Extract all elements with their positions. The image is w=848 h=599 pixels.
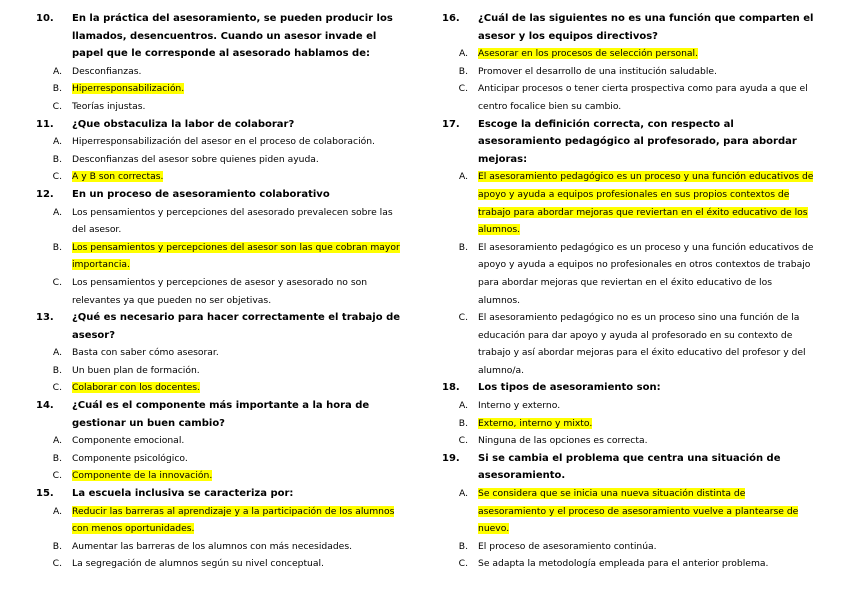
option-letter: A.	[458, 400, 468, 412]
question	[442, 116, 814, 169]
option-text: Desconfianzas.	[72, 65, 142, 77]
answer-option	[36, 151, 408, 169]
option-letter: B.	[52, 540, 62, 552]
option-text-wrap	[72, 344, 408, 362]
option-text: El asesoramiento pedagógico es un proceso y una función educativos de apoyo y ayuda a equipos no profesionales en otros contextos de trabajo para abordar mejoras que reviertan en el éxito educativo de los alumnos.	[478, 241, 814, 306]
question-number: 19.	[442, 452, 460, 464]
question	[36, 397, 408, 432]
answer-option	[36, 168, 408, 186]
question-number: 13.	[36, 312, 54, 324]
option-letter: A.	[458, 488, 468, 500]
option-text-wrap	[478, 309, 814, 379]
option-text: Aumentar las barreras de los alumnos con más necesidades.	[72, 540, 353, 552]
option-text: Anticipar procesos o tener cierta prospectiva como para ayuda a que el centro focalice bien su cambio.	[478, 83, 808, 112]
option-letter: A.	[458, 48, 468, 60]
answer-option	[36, 274, 408, 309]
option-text: Teorías injustas.	[72, 100, 146, 112]
question-text: ¿Cuál de las siguientes no es una función que comparten el asesor y los equipos directivos?	[478, 13, 814, 42]
question-number: 12.	[36, 188, 54, 200]
option-text: Interno y externo.	[478, 400, 561, 412]
answer-option	[442, 397, 814, 415]
question	[36, 10, 408, 63]
answer-option	[36, 450, 408, 468]
left-column	[36, 10, 408, 573]
answer-option	[442, 415, 814, 433]
option-text: Los pensamientos y percepciones del asesorado prevalecen sobre las del asesor.	[72, 206, 393, 236]
option-letter: B.	[52, 452, 62, 464]
option-text-wrap	[478, 432, 814, 450]
highlighted-answer: Los pensamientos y percepciones del asesor son las que cobran mayor importancia.	[72, 241, 400, 271]
option-text-wrap	[72, 432, 408, 450]
answer-option	[36, 204, 408, 239]
option-letter: C.	[52, 171, 62, 183]
question-text: Si se cambia el problema que centra una situación de asesoramiento.	[478, 452, 781, 482]
question	[36, 116, 408, 134]
option-text-wrap	[72, 538, 408, 556]
answer-option	[36, 239, 408, 274]
question-text: Escoge la definición correcta, con respecto al asesoramiento pedagógico al profesorado, para abordar mejoras:	[478, 118, 797, 165]
question	[442, 450, 814, 485]
option-text-wrap	[72, 168, 408, 186]
answer-option	[442, 80, 814, 115]
option-text-wrap	[478, 485, 814, 538]
option-text-wrap	[478, 415, 814, 433]
answer-option	[36, 538, 408, 556]
option-text: Los pensamientos y percepciones de asesor y asesorado no son relevantes ya que pueden no ser objetivas.	[72, 276, 368, 306]
option-letter: C.	[52, 382, 62, 394]
option-text-wrap	[72, 133, 408, 151]
answer-option	[442, 485, 814, 538]
option-text: Promover el desarrollo de una institución saludable.	[478, 65, 717, 77]
option-letter: C.	[458, 558, 468, 570]
answer-option	[36, 63, 408, 81]
question	[36, 186, 408, 204]
option-letter: C.	[52, 558, 62, 570]
option-text-wrap	[72, 239, 408, 274]
answer-option	[36, 133, 408, 151]
option-text-wrap	[72, 98, 408, 116]
option-text-wrap	[72, 555, 408, 573]
question-text: ¿Que obstaculiza la labor de colaborar?	[72, 118, 295, 130]
option-letter: B.	[52, 153, 62, 165]
answer-option	[36, 344, 408, 362]
option-letter: A.	[52, 65, 62, 77]
answer-option	[36, 98, 408, 116]
question-text: Los tipos de asesoramiento son:	[478, 382, 661, 394]
question-number: 18.	[442, 382, 460, 394]
option-text: Un buen plan de formación.	[72, 364, 200, 376]
answer-option	[36, 555, 408, 573]
option-text-wrap	[72, 362, 408, 380]
option-text: Ninguna de las opciones es correcta.	[478, 435, 648, 447]
question-text: ¿Cuál es el componente más importante a la hora de gestionar un buen cambio?	[72, 400, 370, 429]
highlighted-answer: Externo, interno y mixto.	[478, 417, 593, 429]
answer-option	[442, 555, 814, 573]
option-text-wrap	[478, 239, 814, 309]
question-text: En la práctica del asesoramiento, se pueden producir los llamados, desencuentros. Cuando un asesor invade el papel que le corresponde al asesorado hablamos de:	[72, 13, 393, 60]
answer-option	[36, 379, 408, 397]
highlighted-answer: Reducir las barreras al aprendizaje y a la participación de los alumnos con menos oportunidades.	[72, 505, 395, 535]
option-text-wrap	[72, 379, 408, 397]
answer-option	[36, 80, 408, 98]
option-letter: B.	[458, 540, 468, 552]
option-letter: C.	[52, 470, 62, 482]
question-number: 17.	[442, 118, 460, 130]
question-text: La escuela inclusiva se caracteriza por:	[72, 488, 294, 500]
answer-option	[36, 362, 408, 380]
option-text: Desconfianzas del asesor sobre quienes piden ayuda.	[72, 153, 319, 165]
question-text: ¿Qué es necesario para hacer correctamente el trabajo de asesor?	[72, 312, 401, 341]
option-text-wrap	[478, 63, 814, 81]
answer-option	[442, 45, 814, 63]
option-text-wrap	[478, 168, 814, 238]
option-text-wrap	[478, 397, 814, 415]
option-text-wrap	[478, 555, 814, 573]
option-text-wrap	[72, 274, 408, 309]
highlighted-answer: Hiperresponsabilización.	[72, 83, 185, 95]
option-letter: A.	[52, 136, 62, 148]
option-letter: A.	[52, 435, 62, 447]
answer-option	[442, 432, 814, 450]
option-letter: A.	[52, 505, 62, 517]
option-letter: B.	[52, 364, 62, 376]
option-letter: C.	[52, 100, 62, 112]
question-number: 11.	[36, 118, 54, 130]
option-letter: A.	[52, 206, 62, 218]
question	[442, 10, 814, 45]
option-letter: B.	[458, 417, 468, 429]
question	[36, 485, 408, 503]
option-letter: A.	[52, 347, 62, 359]
question-number: 14.	[36, 400, 54, 412]
option-text-wrap	[72, 151, 408, 169]
question-text: En un proceso de asesoramiento colaborativo	[72, 188, 330, 200]
answer-option	[36, 432, 408, 450]
option-text: Hiperresponsabilización del asesor en el proceso de colaboración.	[72, 136, 375, 148]
option-letter: C.	[458, 435, 468, 447]
highlighted-answer: Se considera que se inicia una nueva situación distinta de asesoramiento y el proceso de asesoramiento vuelve a plantearse de nuevo.	[478, 488, 799, 535]
highlighted-answer: Componente de la innovación.	[72, 470, 213, 482]
option-text-wrap	[72, 503, 408, 538]
answer-option	[442, 239, 814, 309]
option-text: Se adapta la metodología empleada para el anterior problema.	[478, 558, 769, 570]
option-letter: A.	[458, 171, 468, 183]
option-text-wrap	[72, 467, 408, 485]
option-letter: C.	[52, 276, 62, 288]
option-letter: C.	[458, 312, 468, 324]
highlighted-answer: El asesoramiento pedagógico es un proceso y una función educativos de apoyo y ayuda a equipos profesionales en sus propios contextos de trabajo para abordar mejoras que reviertan en el éxito educativo de los alumnos.	[478, 171, 814, 236]
answer-option	[442, 538, 814, 556]
answer-option	[442, 309, 814, 379]
answer-option	[442, 63, 814, 81]
question	[36, 309, 408, 344]
option-text: Componente psicológico.	[72, 452, 188, 464]
option-text: Componente emocional.	[72, 435, 185, 447]
option-text-wrap	[478, 45, 814, 63]
option-text-wrap	[72, 450, 408, 468]
answer-option	[36, 503, 408, 538]
highlighted-answer: A y B son correctas.	[72, 171, 164, 183]
option-letter: B.	[458, 241, 468, 253]
highlighted-answer: Colaborar con los docentes.	[72, 382, 201, 394]
option-text-wrap	[72, 80, 408, 98]
option-text: La segregación de alumnos según su nivel conceptual.	[72, 558, 324, 570]
option-text: Basta con saber cómo asesorar.	[72, 347, 219, 359]
right-column	[442, 10, 814, 573]
question-number: 16.	[442, 13, 460, 24]
option-text: El asesoramiento pedagógico no es un proceso sino una función de la educación para dar apoyo y ayuda al profesorado en su contexto de trabajo y así abordar mejoras para el éxito educativo del profesor y del alumno/a.	[478, 312, 806, 376]
option-text-wrap	[478, 538, 814, 556]
option-letter: B.	[52, 83, 62, 95]
question-number: 10.	[36, 13, 54, 24]
option-text-wrap	[478, 80, 814, 115]
option-letter: B.	[52, 241, 62, 253]
answer-option	[36, 467, 408, 485]
option-text: El proceso de asesoramiento continúa.	[478, 540, 657, 552]
option-letter: C.	[458, 83, 468, 95]
option-text-wrap	[72, 204, 408, 239]
option-text-wrap	[72, 63, 408, 81]
question	[442, 379, 814, 397]
option-letter: B.	[458, 65, 468, 77]
answer-option	[442, 168, 814, 238]
highlighted-answer: Asesorar en los procesos de selección personal.	[478, 48, 699, 60]
question-number: 15.	[36, 488, 54, 500]
